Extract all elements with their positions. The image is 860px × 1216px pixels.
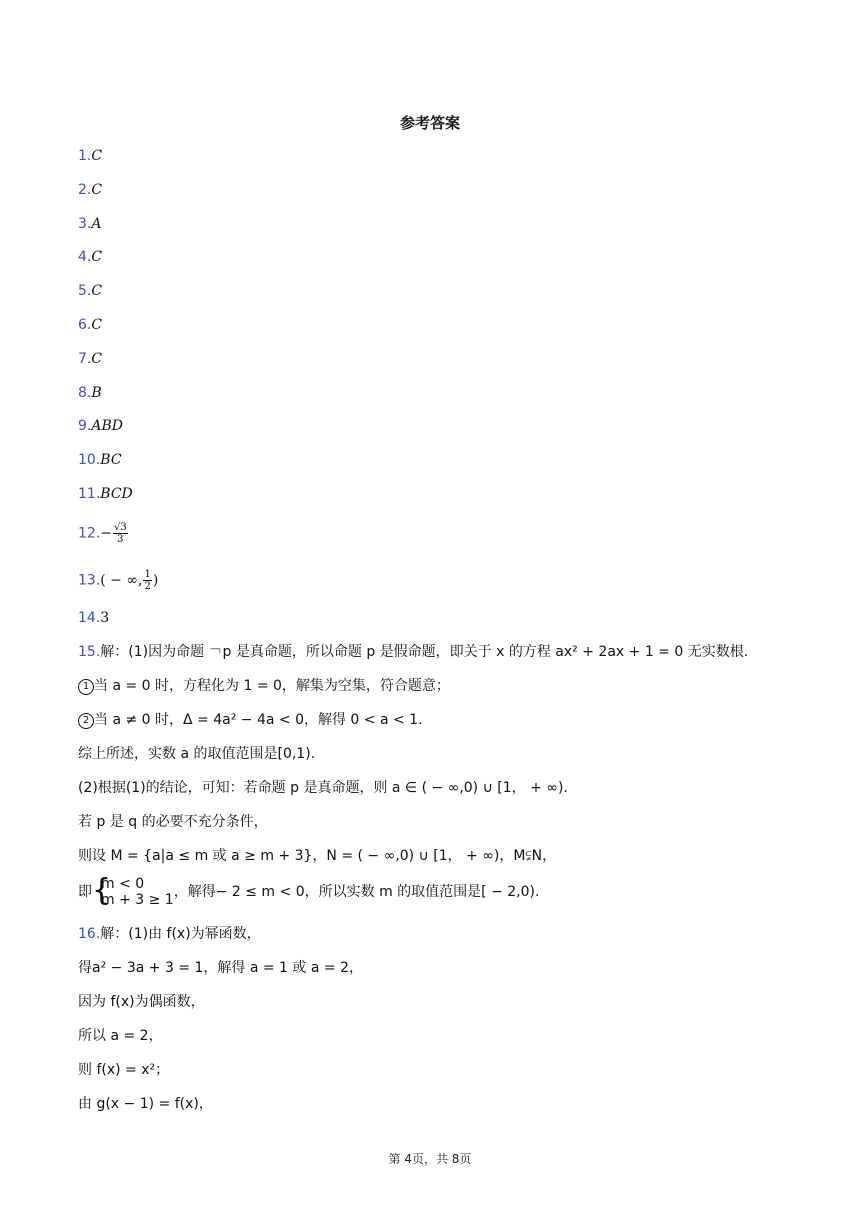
answer-12: 12.− $\frac{√3}{3}$ [78,522,127,545]
answer-number: 5. [78,283,92,300]
answer-number: 11. [78,486,101,502]
answer-item [78,484,133,504]
answer-number: 2. [78,181,92,198]
answer-item [78,383,102,403]
answer-choice: A [91,215,102,232]
solution-15-line-7: 则设 M = {a|a ≤ m 或 a ≥ m + 3}，N = ( − ∞,0) ∪ [1， + ∞)，M⫋N， [78,848,557,864]
page-footer: 第 4页，共 8页 [388,1152,472,1166]
solution-15-line-5: (2)根据(1)的结论，可知：若命题 p 是真命题，则 a ∈ ( − ∞,0) ∪ [1， + ∞). [78,780,568,796]
answer-item [78,416,123,436]
circled-number-2: 2 [78,713,94,729]
solution-15-line-1: 15.解：(1)因为命题 ￢p 是真命题，所以命题 p 是假命题，即关于 x 的方程 ax² + 2ax + 1 = 0 无实数根. [78,644,749,660]
solution-16-line-2: 得a² − 3a + 3 = 1，解得 a = 1 或 a = 2， [78,960,363,976]
circled-number-1: 1 [78,679,94,695]
solution-16-line-5: 则 f(x) = x²； [78,1062,170,1078]
fraction: $\frac{1}{2}$ [144,569,151,592]
answer-item [78,180,102,200]
answer-choice: C [91,283,103,300]
page-title: 参考答案 [399,114,460,132]
solution-15-line-2: 1 当 a = 0 时，方程化为 1 = 0，解集为空集，符合题意； [78,676,450,696]
equation-system: { m < 0 m + 3 ≥ 1 [92,873,174,908]
answer-choice: C [91,181,103,198]
answer-number: 6. [78,317,92,333]
solution-16-line-1: 16.解：(1)由 f(x)为幂函数， [78,926,261,942]
answer-item [78,146,102,166]
solution-16-line-4: 所以 a = 2， [78,1028,163,1044]
answer-number: 7. [78,350,92,367]
answer-item [78,450,122,470]
answer-choice: BCD [100,486,133,502]
answer-14: 14.3 [78,610,110,626]
solution-16-line-6: 由 g(x − 1) = f(x)， [78,1096,213,1112]
answer-number: 8. [78,384,92,401]
solution-16-line-3: 因为 f(x)为偶函数， [78,994,205,1010]
answer-item [78,247,102,267]
answer-choice: ABD [91,418,123,435]
answer-choice: C [91,148,103,164]
fraction: $\frac{√3}{3}$ [114,522,127,545]
answer-item [78,349,102,369]
answer-choice: C [91,350,103,367]
answer-choice: C [91,317,103,333]
answer-number: 9. [78,418,92,435]
answer-item [78,281,102,301]
left-brace-icon: { [92,873,112,908]
answer-choice: BC [100,452,122,469]
solution-15-line-8: 即 { m < 0 m + 3 ≥ 1 ，解得− 2 ≤ m < 0，所以实数 m 的取值范围是[ − 2,0). [78,873,540,908]
answer-item [78,214,101,234]
solution-15-line-6: 若 p 是 q 的必要不充分条件， [78,814,268,830]
answer-number: 4. [78,249,92,266]
solution-15-line-3: 2 当 a ≠ 0 时，Δ = 4a² − 4a < 0，解得 0 < a < 1. [78,710,423,730]
answer-item [78,315,102,335]
answer-choice: C [91,249,103,266]
answer-13: 13.( − ∞, $\frac{1}{2}$ ) [78,569,159,592]
solution-15-line-4: 综上所述，实数 a 的取值范围是[0,1). [78,746,316,762]
answer-number: 3. [78,215,92,232]
answer-number: 10. [78,452,101,469]
answer-number: 1. [78,148,92,164]
answer-choice: B [91,384,102,401]
